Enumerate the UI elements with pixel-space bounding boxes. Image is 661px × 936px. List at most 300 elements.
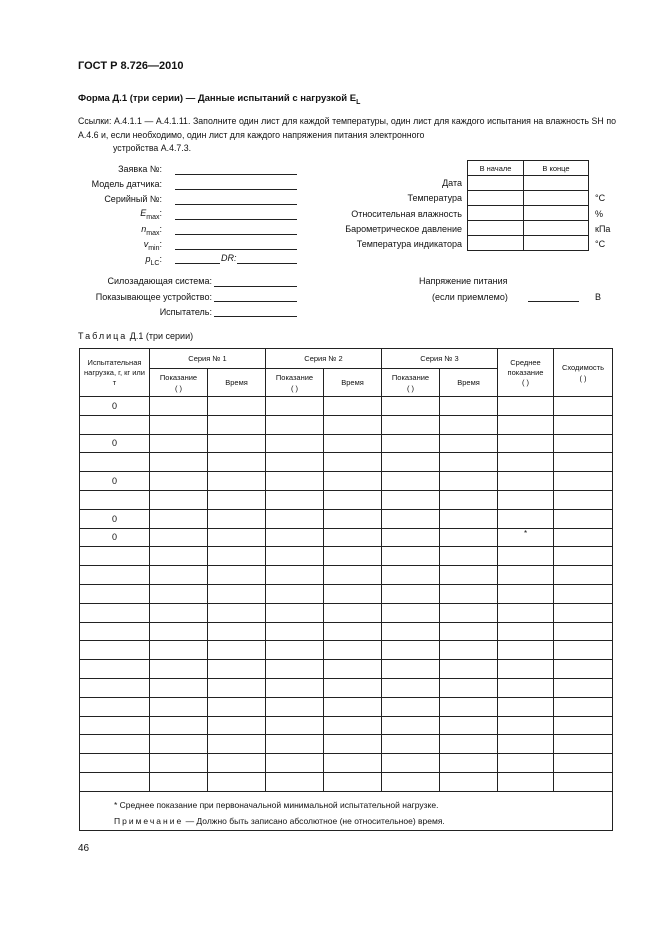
condition-unit: °C <box>595 239 606 249</box>
data-cell[interactable] <box>208 397 266 416</box>
load-cell[interactable] <box>80 641 150 660</box>
conditions-header-start: В начале <box>468 161 524 176</box>
reading-header-unit: ( ) <box>174 383 183 393</box>
data-cell[interactable] <box>382 754 440 773</box>
data-cell[interactable] <box>554 397 613 416</box>
indicator-label: Показывающее устройство: <box>95 292 212 302</box>
condition-label: Температура индикатора <box>356 239 462 249</box>
data-cell[interactable] <box>208 434 266 453</box>
document-header: ГОСТ Р 8.726—2010 <box>78 60 184 72</box>
data-cell[interactable] <box>150 622 208 641</box>
data-cell[interactable] <box>150 754 208 773</box>
model-field[interactable] <box>175 189 297 190</box>
nmax-subscript: max <box>146 229 160 237</box>
data-cell[interactable] <box>150 603 208 622</box>
data-cell[interactable] <box>498 415 554 434</box>
table-row <box>80 509 613 528</box>
vmin-symbol: v <box>143 239 149 249</box>
data-cell[interactable] <box>498 603 554 622</box>
data-cell[interactable] <box>382 453 440 472</box>
data-cell[interactable] <box>324 660 382 679</box>
data-cell[interactable] <box>266 641 324 660</box>
data-cell[interactable] <box>266 678 324 697</box>
data-cell[interactable] <box>208 528 266 547</box>
table-row <box>80 772 613 791</box>
data-cell[interactable] <box>554 603 613 622</box>
refs-line-2: влажность SH по А.4.6 и, если необходимо, один лист для каждого напряжения питания электронного <box>78 116 616 140</box>
data-cell[interactable] <box>324 678 382 697</box>
data-cell[interactable] <box>324 697 382 716</box>
data-cell[interactable] <box>498 772 554 791</box>
data-cell[interactable] <box>150 678 208 697</box>
data-cell[interactable] <box>554 772 613 791</box>
data-cell[interactable] <box>150 772 208 791</box>
condition-unit: кПа <box>595 224 611 234</box>
data-cell[interactable] <box>150 509 208 528</box>
indicator-temp-end-cell[interactable] <box>524 236 589 251</box>
reading-header-text: Показание <box>159 372 198 382</box>
load-cell[interactable] <box>80 622 150 641</box>
data-cell[interactable] <box>208 472 266 491</box>
data-cell[interactable] <box>150 415 208 434</box>
data-cell[interactable] <box>554 697 613 716</box>
data-cell[interactable] <box>498 547 554 566</box>
tester-field[interactable] <box>214 316 297 317</box>
references-paragraph <box>78 115 616 156</box>
data-cell[interactable] <box>150 490 208 509</box>
data-cell[interactable] <box>208 678 266 697</box>
data-cell[interactable] <box>382 528 440 547</box>
data-cell[interactable] <box>266 584 324 603</box>
data-cell[interactable] <box>554 566 613 585</box>
data-cell[interactable] <box>440 735 498 754</box>
data-cell[interactable] <box>150 566 208 585</box>
data-cell[interactable] <box>150 472 208 491</box>
supply-voltage-unit: В <box>595 292 602 302</box>
data-cell[interactable] <box>266 415 324 434</box>
note-text: — Должно быть записано абсолютное (не относительное) время. <box>183 815 445 826</box>
data-cell[interactable] <box>554 453 613 472</box>
load-cell[interactable] <box>80 453 150 472</box>
data-cell[interactable] <box>382 660 440 679</box>
data-cell[interactable] <box>382 509 440 528</box>
supply-voltage-field[interactable] <box>528 301 579 302</box>
data-cell[interactable] <box>554 472 613 491</box>
data-cell[interactable] <box>440 660 498 679</box>
data-cell[interactable] <box>150 528 208 547</box>
data-cell[interactable] <box>498 490 554 509</box>
data-cell[interactable] <box>150 584 208 603</box>
table-row <box>80 434 613 453</box>
data-cell[interactable] <box>150 641 208 660</box>
data-cell[interactable] <box>440 415 498 434</box>
data-cell[interactable] <box>440 490 498 509</box>
dr-field[interactable] <box>237 263 297 264</box>
reading-header-unit: ( ) <box>290 383 299 393</box>
request-field[interactable] <box>175 174 297 175</box>
reading-header-text: Показание <box>275 372 314 382</box>
load-cell[interactable] <box>80 584 150 603</box>
data-cell[interactable] <box>324 716 382 735</box>
load-cell[interactable] <box>80 547 150 566</box>
load-cell[interactable]: 0 <box>80 434 150 453</box>
table-row <box>80 622 613 641</box>
load-cell[interactable] <box>80 603 150 622</box>
data-cell[interactable] <box>440 566 498 585</box>
data-cell[interactable] <box>324 641 382 660</box>
condition-label: Температура <box>407 193 462 203</box>
data-cell[interactable] <box>324 772 382 791</box>
data-cell[interactable] <box>382 472 440 491</box>
data-cell[interactable] <box>150 735 208 754</box>
table-row <box>80 603 613 622</box>
series-3-header: Серия № 3 <box>382 349 498 369</box>
condition-unit: % <box>595 209 604 219</box>
data-cell[interactable] <box>382 716 440 735</box>
request-label: Заявка №: <box>118 164 162 174</box>
data-cell[interactable] <box>440 397 498 416</box>
table-row <box>80 754 613 773</box>
load-cell[interactable] <box>80 660 150 679</box>
table-row <box>80 735 613 754</box>
load-cell[interactable]: 0 <box>80 509 150 528</box>
data-cell[interactable] <box>208 622 266 641</box>
data-cell[interactable] <box>498 697 554 716</box>
temperature-end-cell[interactable] <box>524 191 589 206</box>
data-cell[interactable] <box>324 566 382 585</box>
data-cell[interactable] <box>554 622 613 641</box>
data-cell[interactable] <box>554 678 613 697</box>
data-cell[interactable] <box>208 453 266 472</box>
data-cell[interactable] <box>324 735 382 754</box>
data-cell[interactable] <box>324 754 382 773</box>
data-cell[interactable] <box>498 678 554 697</box>
data-cell[interactable] <box>382 641 440 660</box>
data-cell[interactable] <box>498 566 554 585</box>
data-cell[interactable] <box>554 490 613 509</box>
data-cell[interactable] <box>382 490 440 509</box>
vmin-label: $v_{min}$: <box>143 239 162 252</box>
data-cell[interactable] <box>150 434 208 453</box>
data-cell[interactable] <box>150 453 208 472</box>
load-cell[interactable] <box>80 716 150 735</box>
data-cell[interactable] <box>266 697 324 716</box>
serial-label: Серийный №: <box>104 194 162 204</box>
data-cell[interactable] <box>554 434 613 453</box>
data-cell[interactable] <box>208 603 266 622</box>
table-caption <box>78 331 193 341</box>
data-cell[interactable] <box>440 547 498 566</box>
data-cell[interactable] <box>150 660 208 679</box>
data-cell[interactable] <box>266 453 324 472</box>
data-cell[interactable] <box>266 566 324 585</box>
convergence-header <box>554 349 613 397</box>
data-cell[interactable] <box>208 754 266 773</box>
condition-label: Барометрическое давление <box>345 224 462 234</box>
load-cell[interactable] <box>80 772 150 791</box>
reading-header <box>382 369 440 397</box>
data-cell[interactable] <box>208 735 266 754</box>
data-cell[interactable] <box>554 584 613 603</box>
table-row <box>80 716 613 735</box>
form-title-text: Форма Д.1 (три серии) — Данные испытаний с нагрузкой E <box>78 93 357 104</box>
data-cell[interactable] <box>382 584 440 603</box>
load-cell[interactable]: 0 <box>80 397 150 416</box>
data-cell[interactable] <box>440 772 498 791</box>
plc-subscript: LC <box>150 259 160 267</box>
data-cell[interactable] <box>554 660 613 679</box>
note-cell <box>80 812 613 831</box>
data-cell[interactable] <box>382 735 440 754</box>
data-cell[interactable] <box>266 603 324 622</box>
data-cell[interactable] <box>266 547 324 566</box>
series-2-header: Серия № 2 <box>266 349 382 369</box>
data-cell[interactable] <box>324 547 382 566</box>
data-cell[interactable] <box>440 754 498 773</box>
data-cell[interactable] <box>266 772 324 791</box>
reading-header-text: Показание <box>391 372 430 382</box>
conditions-header-end: В конце <box>524 161 589 176</box>
data-cell[interactable] <box>150 547 208 566</box>
load-cell[interactable]: 0 <box>80 472 150 491</box>
data-cell[interactable] <box>498 472 554 491</box>
data-cell[interactable] <box>554 716 613 735</box>
conditions-table <box>467 160 589 251</box>
nmax-symbol: n <box>141 224 147 234</box>
table-row <box>80 584 613 603</box>
data-cell[interactable] <box>266 397 324 416</box>
data-cell[interactable] <box>498 397 554 416</box>
dr-label: DR: <box>221 253 237 263</box>
convergence-header-text: Сходимость <box>561 362 605 372</box>
data-cell[interactable] <box>382 772 440 791</box>
table-row <box>80 453 613 472</box>
data-cell[interactable] <box>382 603 440 622</box>
data-cell[interactable] <box>498 509 554 528</box>
table-row <box>80 641 613 660</box>
emax-symbol: E <box>140 208 147 218</box>
data-cell[interactable] <box>382 415 440 434</box>
data-cell[interactable] <box>266 472 324 491</box>
data-cell[interactable] <box>382 397 440 416</box>
data-cell[interactable] <box>498 434 554 453</box>
time-header: Время <box>440 369 498 397</box>
pressure-end-cell[interactable] <box>524 221 589 236</box>
data-cell[interactable] <box>208 584 266 603</box>
data-cell[interactable] <box>324 528 382 547</box>
data-cell[interactable] <box>554 547 613 566</box>
data-cell[interactable] <box>208 660 266 679</box>
data-cell[interactable] <box>440 622 498 641</box>
load-cell[interactable] <box>80 697 150 716</box>
data-cell[interactable] <box>208 772 266 791</box>
data-cell[interactable] <box>266 716 324 735</box>
mean-header <box>498 349 554 397</box>
data-cell[interactable] <box>324 490 382 509</box>
data-cell[interactable] <box>324 415 382 434</box>
data-cell[interactable] <box>324 509 382 528</box>
data-cell[interactable] <box>150 397 208 416</box>
data-cell[interactable] <box>498 641 554 660</box>
data-cell[interactable] <box>382 547 440 566</box>
data-cell[interactable] <box>208 641 266 660</box>
data-cell[interactable] <box>498 660 554 679</box>
data-cell[interactable] <box>266 509 324 528</box>
convergence-header-unit: ( ) <box>579 373 587 383</box>
table-row <box>80 490 613 509</box>
data-cell[interactable] <box>498 584 554 603</box>
load-cell[interactable] <box>80 490 150 509</box>
supply-voltage-note: (если приемлемо) <box>432 292 508 302</box>
data-cell[interactable] <box>150 716 208 735</box>
data-cell[interactable] <box>554 415 613 434</box>
data-cell[interactable] <box>554 528 613 547</box>
data-cell[interactable] <box>324 584 382 603</box>
temperature-start-cell[interactable] <box>468 191 524 206</box>
data-cell[interactable] <box>324 453 382 472</box>
tester-label: Испытатель: <box>159 307 212 317</box>
mean-marker-cell[interactable]: * <box>498 528 554 547</box>
data-cell[interactable] <box>208 716 266 735</box>
data-cell[interactable] <box>554 641 613 660</box>
load-cell[interactable] <box>80 754 150 773</box>
data-cell[interactable] <box>554 509 613 528</box>
supply-voltage-label: Напряжение питания <box>419 276 508 286</box>
form-title <box>78 93 360 106</box>
data-cell[interactable] <box>324 434 382 453</box>
data-rows <box>80 397 613 792</box>
data-cell[interactable] <box>382 697 440 716</box>
plc-field[interactable] <box>175 263 220 264</box>
data-cell[interactable] <box>150 697 208 716</box>
data-cell[interactable] <box>440 453 498 472</box>
data-cell[interactable] <box>324 472 382 491</box>
nmax-label: $n_{max}$: <box>141 224 162 237</box>
load-system-field[interactable] <box>214 286 297 287</box>
table-caption-text: Д.1 (три серии) <box>127 331 194 341</box>
table-row <box>80 697 613 716</box>
load-cell[interactable] <box>80 735 150 754</box>
reading-header <box>150 369 208 397</box>
date-end-cell[interactable] <box>524 176 589 191</box>
mean-header-text: Среднее показание <box>507 357 544 377</box>
test-data-table <box>79 348 613 831</box>
data-cell[interactable] <box>440 509 498 528</box>
data-cell[interactable] <box>266 754 324 773</box>
humidity-start-cell[interactable] <box>468 206 524 221</box>
indicator-field[interactable] <box>214 301 297 302</box>
data-cell[interactable] <box>498 453 554 472</box>
form-title-subscript: L <box>356 98 361 106</box>
data-cell[interactable] <box>266 434 324 453</box>
serial-field[interactable] <box>175 204 297 205</box>
data-cell[interactable] <box>324 622 382 641</box>
refs-line-1: Ссылки: А.4.1.1 — А.4.1.11. Заполните один лист для каждой температуры, один лист для каждого испытания на <box>78 116 544 126</box>
data-cell[interactable] <box>266 528 324 547</box>
footnote-cell <box>80 791 613 812</box>
data-cell[interactable] <box>266 490 324 509</box>
data-cell[interactable] <box>440 528 498 547</box>
vmin-subscript: min <box>148 244 160 252</box>
data-cell[interactable] <box>266 622 324 641</box>
page-number: 46 <box>78 843 90 854</box>
load-cell[interactable] <box>80 678 150 697</box>
load-system-label: Силозадающая система: <box>107 276 212 286</box>
nmax-field[interactable] <box>175 234 297 235</box>
load-cell[interactable]: 0 <box>80 528 150 547</box>
vmin-field[interactable] <box>175 249 297 250</box>
table-row <box>80 660 613 679</box>
data-cell[interactable] <box>208 490 266 509</box>
data-cell[interactable] <box>440 678 498 697</box>
data-cell[interactable] <box>498 754 554 773</box>
table-row <box>80 566 613 585</box>
data-cell[interactable] <box>208 566 266 585</box>
emax-label: $E_{max}$: <box>140 208 162 221</box>
data-cell[interactable] <box>208 509 266 528</box>
data-cell[interactable] <box>208 697 266 716</box>
data-cell[interactable] <box>324 603 382 622</box>
data-cell[interactable] <box>208 547 266 566</box>
refs-line-3: устройства А.4.7.3. <box>113 143 192 153</box>
data-cell[interactable] <box>498 716 554 735</box>
data-cell[interactable] <box>498 735 554 754</box>
data-cell[interactable] <box>440 434 498 453</box>
data-cell[interactable] <box>498 622 554 641</box>
reading-header-unit: ( ) <box>406 383 415 393</box>
data-cell[interactable] <box>440 716 498 735</box>
data-cell[interactable] <box>440 603 498 622</box>
footnote-text: * Среднее показание при первоначальной минимальной испытательной нагрузке. <box>114 799 439 810</box>
table-row <box>80 678 613 697</box>
model-label: Модель датчика: <box>91 179 162 189</box>
pressure-start-cell[interactable] <box>468 221 524 236</box>
humidity-end-cell[interactable] <box>524 206 589 221</box>
note-prefix: Примечание <box>114 815 184 826</box>
data-cell[interactable] <box>440 472 498 491</box>
data-cell[interactable] <box>554 735 613 754</box>
table-row <box>80 547 613 566</box>
data-cell[interactable] <box>440 641 498 660</box>
load-cell[interactable] <box>80 415 150 434</box>
table-row <box>80 528 613 547</box>
table-row <box>80 415 613 434</box>
data-cell[interactable] <box>324 397 382 416</box>
plc-label: $p_{LC}$: <box>145 254 162 267</box>
time-header: Время <box>208 369 266 397</box>
data-cell[interactable] <box>266 735 324 754</box>
table-row <box>80 472 613 491</box>
table-row <box>80 397 613 416</box>
data-cell[interactable] <box>382 622 440 641</box>
data-cell[interactable] <box>208 415 266 434</box>
reading-header <box>266 369 324 397</box>
date-start-cell[interactable] <box>468 176 524 191</box>
indicator-temp-start-cell[interactable] <box>468 236 524 251</box>
data-cell[interactable] <box>382 434 440 453</box>
data-cell[interactable] <box>266 660 324 679</box>
load-cell[interactable] <box>80 566 150 585</box>
emax-field[interactable] <box>175 219 297 220</box>
data-cell[interactable] <box>554 754 613 773</box>
data-cell[interactable] <box>440 584 498 603</box>
data-cell[interactable] <box>382 678 440 697</box>
data-cell[interactable] <box>440 697 498 716</box>
data-cell[interactable] <box>382 566 440 585</box>
time-header: Время <box>324 369 382 397</box>
mean-header-unit: ( ) <box>521 377 530 387</box>
emax-subscript: max <box>146 213 160 221</box>
